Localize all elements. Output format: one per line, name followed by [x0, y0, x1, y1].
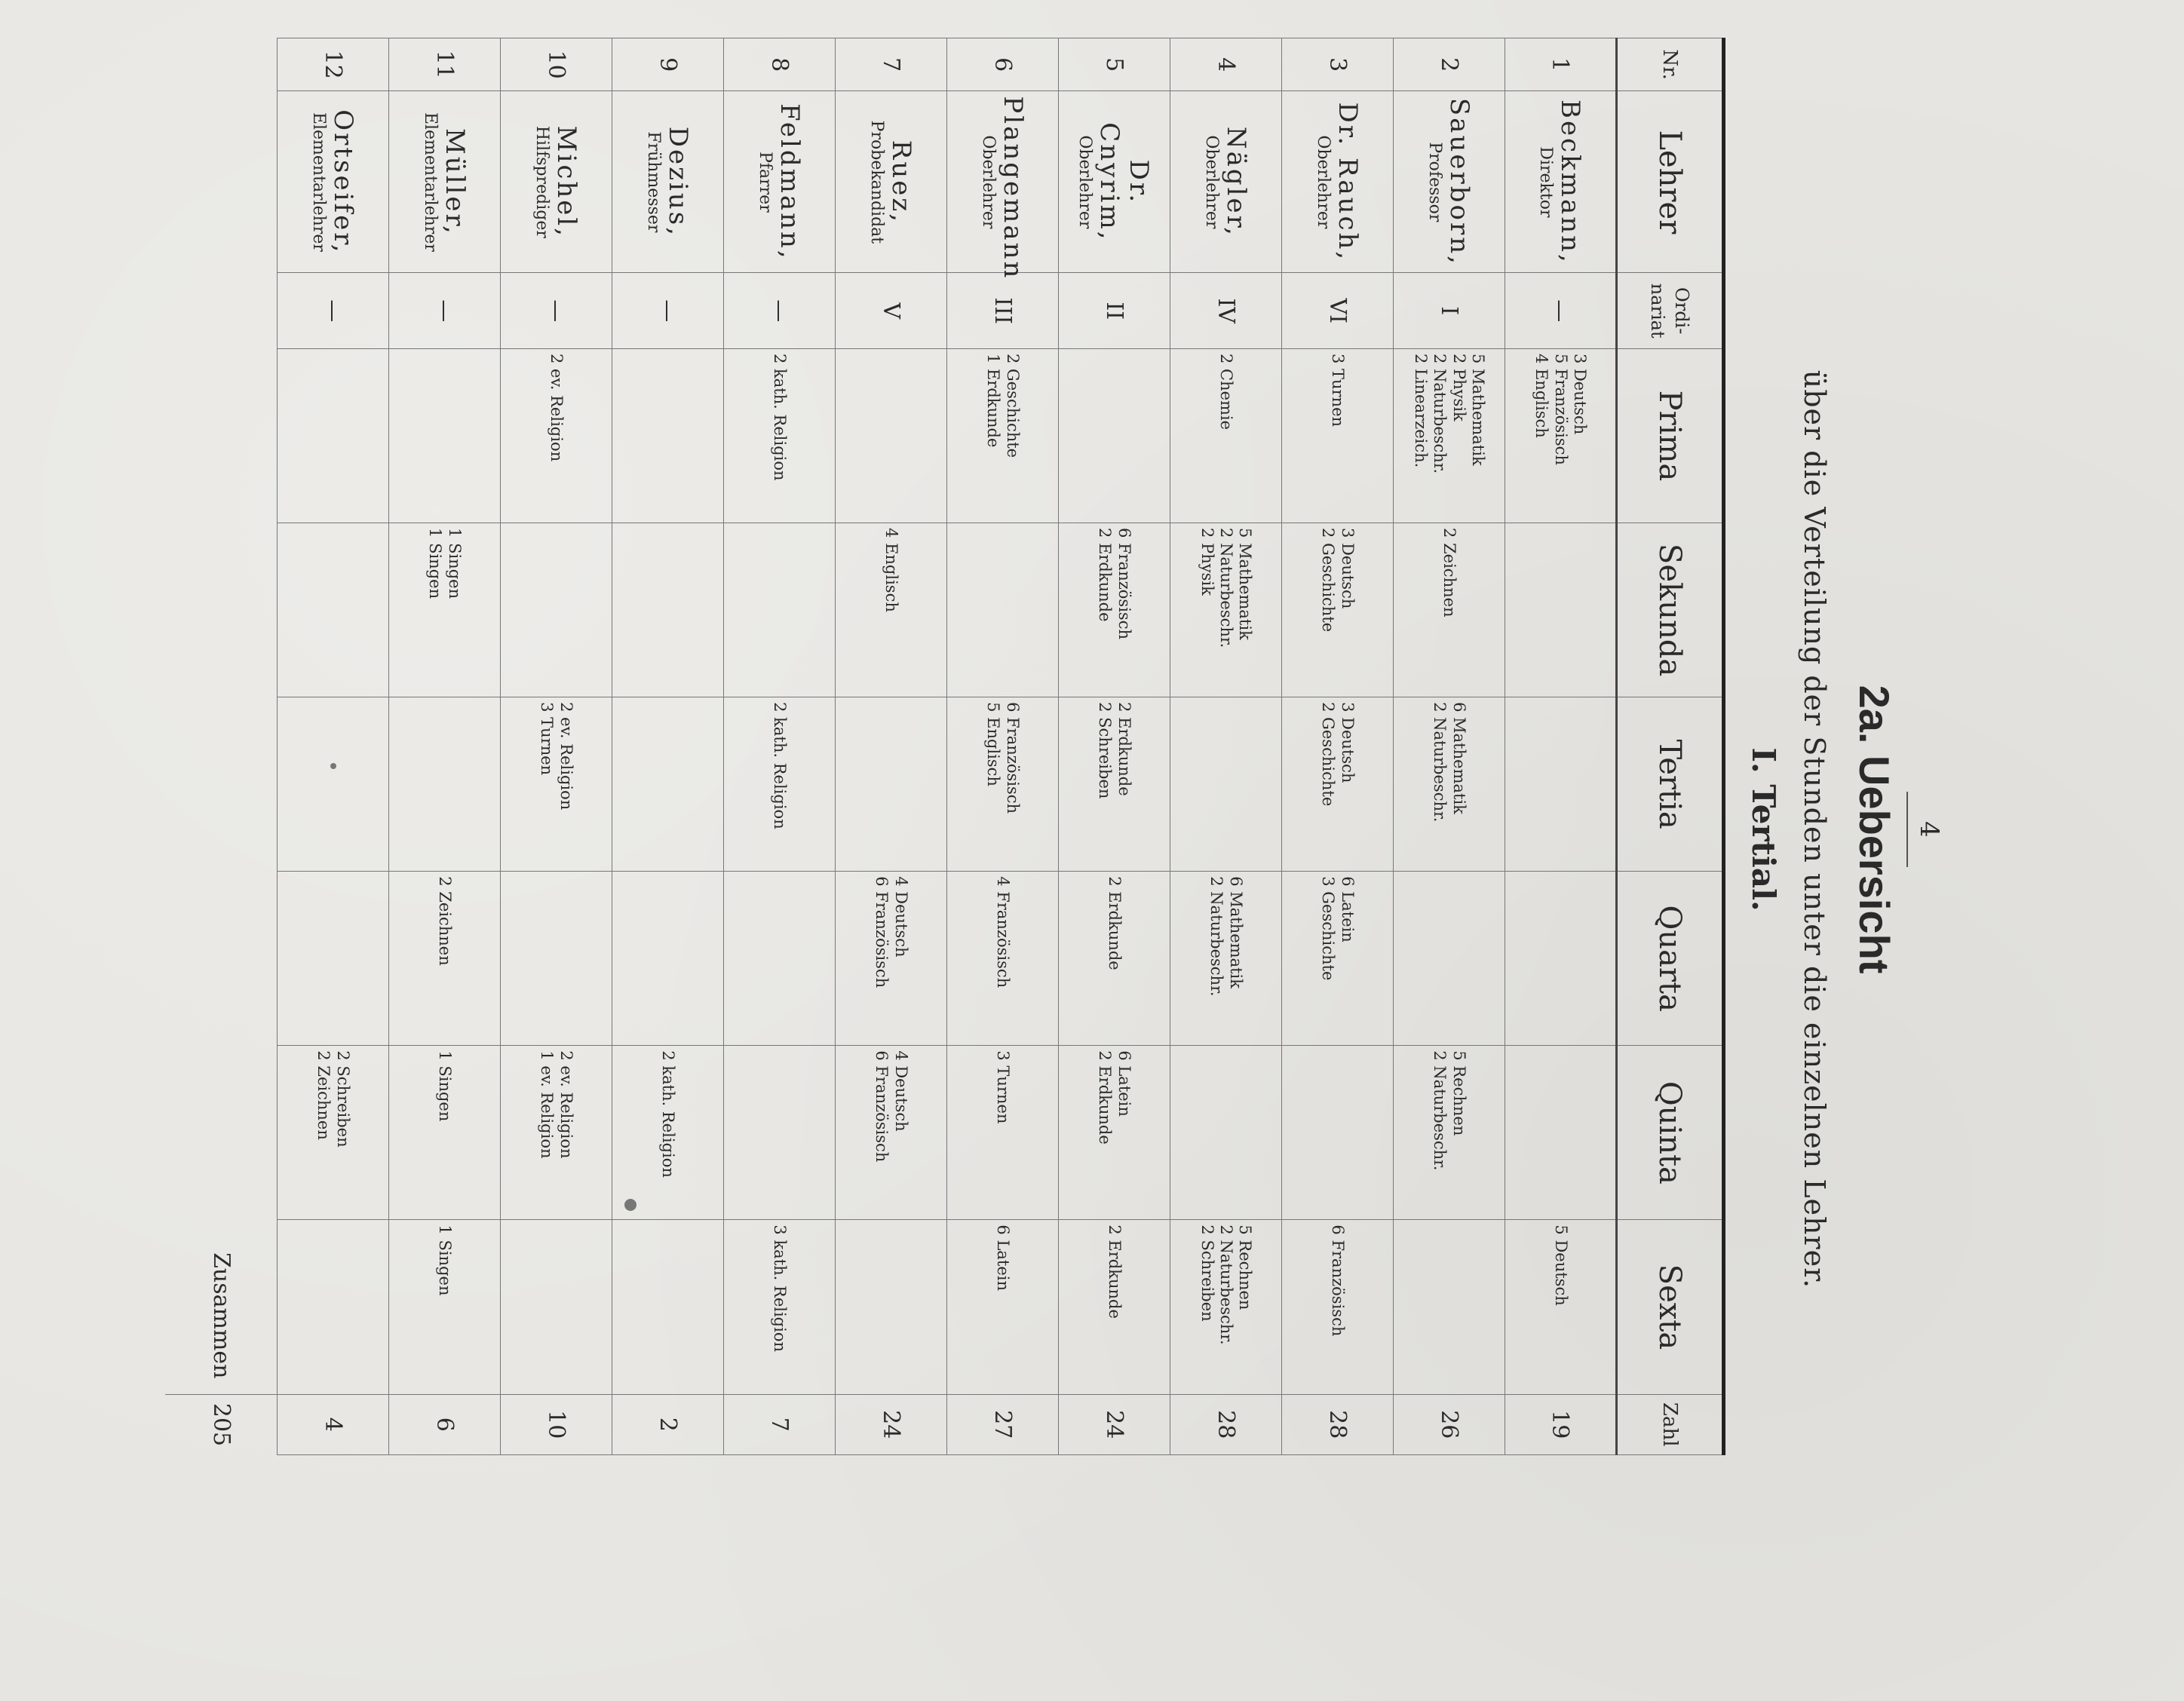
col-zahl: Zahl	[1617, 1394, 1724, 1455]
subject-hours: 2 Naturbeschr.	[1217, 528, 1236, 648]
subject-hours: 2 Naturbeschr.	[1431, 1050, 1449, 1171]
table-row	[389, 38, 501, 1455]
table-row	[1059, 38, 1170, 1455]
teacher-title: Pfarrer	[755, 152, 775, 213]
sexta-cell	[612, 1220, 724, 1394]
col-sexta: Sexta	[1617, 1220, 1724, 1394]
col-ordinariat	[1617, 273, 1724, 348]
row-number: 10	[501, 38, 612, 91]
ordinariat-cell: I	[1394, 273, 1505, 348]
tertia-cell	[278, 697, 389, 872]
sekunda-cell	[1394, 523, 1505, 697]
sekunda-cell	[947, 523, 1059, 697]
quinta-cell	[1059, 1046, 1170, 1220]
subject-hours: 6 Französisch	[1003, 702, 1022, 814]
subject-hours: 2 Zeichnen	[436, 876, 455, 966]
table-row	[501, 38, 612, 1455]
prima-cell	[836, 348, 947, 523]
tertia-cell	[836, 697, 947, 872]
row-number: 12	[278, 38, 389, 91]
prima-cell	[724, 348, 836, 523]
quinta-cell	[1282, 1046, 1394, 1220]
tertia-cell	[389, 697, 501, 872]
row-number: 8	[724, 38, 836, 91]
teacher-title: Direktor	[1536, 146, 1556, 218]
teacher-title: Professor	[1425, 142, 1444, 222]
teacher-name: Dezius,	[662, 126, 693, 238]
prima-cell	[1394, 348, 1505, 523]
subject-hours: 2 Geschichte	[1319, 528, 1338, 633]
sexta-cell	[1170, 1220, 1282, 1394]
subject-hours: 6 Französisch	[1115, 528, 1133, 639]
tertia-cell	[1394, 697, 1505, 872]
sexta-cell	[1394, 1220, 1505, 1394]
subject-hours: 2 ev. Religion	[548, 353, 566, 462]
subject-hours: 2 kath. Religion	[771, 702, 790, 829]
subject-hours: 2 Chemie	[1217, 353, 1236, 431]
tertia-cell	[1505, 697, 1617, 872]
prima-cell	[278, 348, 389, 523]
subject-hours: 6 Latein	[1115, 1050, 1133, 1117]
subject-hours: 2 Zeichnen	[1440, 528, 1459, 618]
col-quinta: Quinta	[1617, 1046, 1724, 1220]
prima-cell	[1170, 348, 1282, 523]
subject-hours: 2 Naturbeschr.	[1217, 1224, 1236, 1345]
teacher-title: Oberlehrer	[1313, 135, 1333, 229]
subject-hours: 3 Deutsch	[1338, 702, 1357, 783]
ordinariat-cell: V	[836, 273, 947, 348]
teacher-title: Hilfsprediger	[532, 125, 551, 238]
prima-cell	[1059, 348, 1170, 523]
subject-hours: 2 Physik	[1198, 528, 1216, 596]
quarta-cell	[1282, 872, 1394, 1046]
row-number: 6	[947, 38, 1059, 91]
quarta-cell	[278, 872, 389, 1046]
quinta-cell	[1505, 1046, 1617, 1220]
quinta-cell	[612, 1046, 724, 1220]
subject-hours: 4 Französisch	[994, 876, 1013, 988]
tertia-cell	[1282, 697, 1394, 872]
ordinariat-cell: III	[947, 273, 1059, 348]
sexta-cell	[1282, 1220, 1394, 1394]
subject-hours: 2 Naturbeschr.	[1431, 702, 1449, 823]
sexta-cell	[724, 1220, 836, 1394]
hours-total: 28	[1170, 1394, 1282, 1455]
table-row	[278, 38, 389, 1455]
subject-hours: 5 Französisch	[1551, 353, 1570, 465]
subject-hours: 2 kath. Religion	[659, 1050, 678, 1178]
hours-total: 28	[1282, 1394, 1394, 1455]
col-nr: Nr.	[1617, 38, 1724, 91]
subject-hours: 5 Mathematik	[1236, 528, 1255, 640]
row-number: 5	[1059, 38, 1170, 91]
hours-total: 4	[278, 1394, 389, 1455]
teacher-title: Elementarlehrer	[420, 112, 440, 252]
ordinariat-cell: VI	[1282, 273, 1394, 348]
teacher-name: Plangemann	[997, 96, 1028, 280]
quarta-cell	[1170, 872, 1282, 1046]
row-number: 11	[389, 38, 501, 91]
section-heading: I. Tertial.	[1745, 747, 1782, 912]
col-sekunda: Sekunda	[1617, 523, 1724, 697]
subject-hours: 5 Rechnen	[1236, 1224, 1255, 1310]
row-number: 4	[1170, 38, 1282, 91]
teacher-cell	[501, 91, 612, 273]
quarta-cell	[389, 872, 501, 1046]
teacher-name: Feldmann,	[774, 103, 805, 261]
subject-hours: 3 Deutsch	[1338, 528, 1357, 609]
quarta-cell	[1505, 872, 1617, 1046]
sekunda-cell	[724, 523, 836, 697]
teacher-cell	[1505, 91, 1617, 273]
teacher-name: Michel,	[551, 125, 581, 239]
subject-hours: 2 Naturbeschr.	[1431, 353, 1449, 474]
prima-cell	[501, 348, 612, 523]
subject-hours: 1 Singen	[445, 528, 464, 599]
page-subtitle: über die Verteilung der Stunden unter die einzelnen Lehrer.	[1798, 369, 1831, 1289]
sexta-cell	[947, 1220, 1059, 1394]
teacher-title: Oberlehrer	[1075, 135, 1095, 229]
subject-hours: 4 Englisch	[882, 528, 901, 612]
teacher-name: Beckmann,	[1555, 99, 1586, 265]
prima-cell	[1282, 348, 1394, 523]
teacher-name: Ortseifer,	[327, 109, 358, 255]
ordinariat-cell: —	[389, 273, 501, 348]
subject-hours: 5 Deutsch	[1551, 1224, 1570, 1306]
ordinariat-cell: —	[724, 273, 836, 348]
quarta-cell	[1059, 872, 1170, 1046]
teacher-title: Oberlehrer	[1201, 135, 1221, 229]
table-row	[1170, 38, 1282, 1455]
ordinariat-cell: —	[278, 273, 389, 348]
subject-hours: 4 Deutsch	[891, 1050, 910, 1132]
subject-hours: 6 Mathematik	[1449, 702, 1468, 814]
subject-hours: 3 Turnen	[994, 1050, 1013, 1124]
teacher-name: Nägler,	[1220, 126, 1251, 238]
teacher-title: Elementarlehrer	[308, 112, 328, 252]
rotated-content	[207, 38, 1944, 1621]
quinta-cell	[947, 1046, 1059, 1220]
sekunda-cell	[501, 523, 612, 697]
prima-cell	[612, 348, 724, 523]
teacher-cell	[612, 91, 724, 273]
prima-cell	[389, 348, 501, 523]
sexta-cell	[1505, 1220, 1617, 1394]
subject-hours: 3 Turnen	[538, 702, 557, 776]
hours-total: 19	[1505, 1394, 1617, 1455]
subject-hours: 2 Geschichte	[1003, 353, 1022, 458]
col-tertia: Tertia	[1617, 697, 1724, 872]
sexta-cell	[501, 1220, 612, 1394]
sexta-cell	[389, 1220, 501, 1394]
teacher-cell	[947, 91, 1059, 280]
tertia-cell	[1059, 697, 1170, 872]
table-row	[724, 38, 836, 1455]
subject-hours: 2 Linearzeich.	[1412, 353, 1431, 468]
teacher-cell	[1282, 91, 1394, 273]
hours-total: 24	[1059, 1394, 1170, 1455]
page-title: 2a. Uebersicht	[1851, 685, 1898, 974]
total-label: Zusammen	[207, 1252, 235, 1379]
subject-hours: 3 Deutsch	[1570, 353, 1589, 435]
hours-total: 7	[724, 1394, 836, 1455]
page-number: 4	[1914, 821, 1944, 838]
subject-hours: 6 Französisch	[873, 1050, 891, 1163]
quinta-cell	[1394, 1046, 1505, 1220]
teacher-cell	[724, 91, 836, 273]
quinta-cell	[836, 1046, 947, 1220]
teacher-cell	[1059, 91, 1170, 273]
sekunda-cell	[1505, 523, 1617, 697]
tertia-cell	[501, 697, 612, 872]
sekunda-cell	[836, 523, 947, 697]
tertia-cell	[1170, 697, 1282, 872]
quarta-cell	[947, 872, 1059, 1046]
hours-total: 26	[1394, 1394, 1505, 1455]
subject-hours: 2 Zeichnen	[314, 1050, 333, 1140]
teacher-title: Oberlehrer	[978, 135, 998, 229]
subject-hours: 2 Erdkunde	[1096, 1050, 1115, 1145]
subject-hours: 1 Singen	[436, 1224, 455, 1296]
subject-hours: 6 Mathematik	[1226, 876, 1245, 988]
subject-hours: 1 ev. Religion	[538, 1050, 557, 1159]
subject-hours: 1 Singen	[436, 1050, 455, 1122]
row-number: 1	[1505, 38, 1617, 91]
teacher-cell	[278, 91, 389, 273]
quinta-cell	[389, 1046, 501, 1220]
table-row	[947, 38, 1059, 1455]
hours-total: 2	[612, 1394, 724, 1455]
teacher-name: Ruez,	[885, 139, 916, 225]
ordinariat-cell: —	[1505, 273, 1617, 348]
sekunda-cell	[612, 523, 724, 697]
subject-hours: 3 kath. Religion	[771, 1224, 790, 1353]
ordinariat-cell: —	[501, 273, 612, 348]
table-row	[612, 38, 724, 1455]
table-row	[1282, 38, 1394, 1455]
row-number: 3	[1282, 38, 1394, 91]
teacher-cell	[1170, 91, 1282, 273]
table-body	[166, 38, 1617, 1455]
teacher-cell	[1394, 91, 1505, 273]
ordinariat-cell: II	[1059, 273, 1170, 348]
teacher-name: Dr. Cnyrim,	[1094, 122, 1155, 242]
teacher-name: Sauerborn,	[1443, 97, 1474, 266]
quarta-cell	[501, 872, 612, 1046]
subject-hours: 1 Singen	[426, 528, 445, 599]
sekunda-cell	[1282, 523, 1394, 697]
sexta-cell	[278, 1220, 389, 1394]
sexta-cell	[836, 1220, 947, 1394]
table-row	[1505, 38, 1617, 1455]
subject-hours: 2 Erdkunde	[1115, 702, 1133, 796]
subject-hours: 2 Schreiben	[333, 1050, 352, 1148]
hours-total: 24	[836, 1394, 947, 1455]
subject-hours: 2 Schreiben	[1198, 1224, 1216, 1322]
subject-hours: 2 ev. Religion	[557, 1050, 575, 1159]
subject-hours: 2 kath. Religion	[771, 353, 790, 481]
quarta-cell	[724, 872, 836, 1046]
teacher-cell	[836, 91, 947, 273]
row-number: 2	[1394, 38, 1505, 91]
sexta-cell	[1059, 1220, 1170, 1394]
sekunda-cell	[1059, 523, 1170, 697]
subject-hours: 2 Schreiben	[1096, 702, 1115, 799]
ordinariat-cell: —	[612, 273, 724, 348]
quarta-cell	[836, 872, 947, 1046]
subject-hours: 6 Latein	[994, 1224, 1013, 1292]
subject-hours: 2 ev. Religion	[557, 702, 575, 811]
sekunda-cell	[389, 523, 501, 697]
subject-hours: 4 Englisch	[1532, 353, 1551, 438]
teacher-name: Müller,	[439, 127, 470, 236]
teacher-cell	[389, 91, 501, 273]
total-value: 205	[166, 1394, 278, 1455]
teacher-title: Frühmesser	[643, 131, 663, 233]
subject-hours: 3 Turnen	[1329, 353, 1348, 428]
subject-hours: 2 Geschichte	[1319, 702, 1338, 807]
subject-hours: 4 Deutsch	[891, 876, 910, 958]
table-row	[836, 38, 947, 1455]
subject-hours: 1 Erdkunde	[984, 353, 1003, 448]
subject-hours: 2 Physik	[1449, 353, 1468, 421]
hours-total: 10	[501, 1394, 612, 1455]
subject-hours: 2 Erdkunde	[1106, 876, 1124, 970]
hours-total: 27	[947, 1394, 1059, 1455]
subject-hours: 5 Mathematik	[1468, 353, 1487, 466]
subject-hours: 5 Rechnen	[1449, 1050, 1468, 1136]
quinta-cell	[724, 1046, 836, 1220]
sekunda-cell	[1170, 523, 1282, 697]
teacher-name: Dr. Rauch,	[1332, 102, 1363, 262]
hours-total: 6	[389, 1394, 501, 1455]
quinta-cell	[1170, 1046, 1282, 1220]
header-row	[1617, 38, 1724, 1455]
teacher-hours-table	[166, 38, 1726, 1455]
subject-hours: 2 Erdkunde	[1096, 528, 1115, 622]
subject-hours: 6 Latein	[1338, 876, 1357, 942]
tertia-cell	[612, 697, 724, 872]
row-number: 7	[836, 38, 947, 91]
col-ordinariat-label: Ordi- nariat	[1647, 283, 1692, 339]
quarta-cell	[612, 872, 724, 1046]
prima-cell	[1505, 348, 1617, 523]
tertia-cell	[947, 697, 1059, 872]
subject-hours: 2 Erdkunde	[1106, 1224, 1124, 1319]
quinta-cell	[278, 1046, 389, 1220]
subject-hours: 3 Geschichte	[1319, 876, 1338, 981]
subject-hours: 2 Naturbeschr.	[1207, 876, 1226, 997]
header	[1745, 38, 1944, 1621]
ordinariat-cell: IV	[1170, 273, 1282, 348]
teacher-title: Probekandidat	[867, 120, 886, 244]
col-lehrer: Lehrer	[1617, 91, 1724, 273]
col-prima: Prima	[1617, 348, 1724, 523]
quarta-cell	[1394, 872, 1505, 1046]
sekunda-cell	[278, 523, 389, 697]
row-number: 9	[612, 38, 724, 91]
prima-cell	[947, 348, 1059, 523]
subject-hours: 5 Englisch	[984, 702, 1003, 786]
subject-hours: 6 Französisch	[873, 876, 891, 988]
table-row	[1394, 38, 1505, 1455]
col-quarta: Quarta	[1617, 872, 1724, 1046]
page-number-rule	[1906, 792, 1908, 867]
tertia-cell	[724, 697, 836, 872]
subject-hours: 6 Französisch	[1329, 1224, 1348, 1337]
total-row	[166, 38, 278, 1455]
quinta-cell	[501, 1046, 612, 1220]
